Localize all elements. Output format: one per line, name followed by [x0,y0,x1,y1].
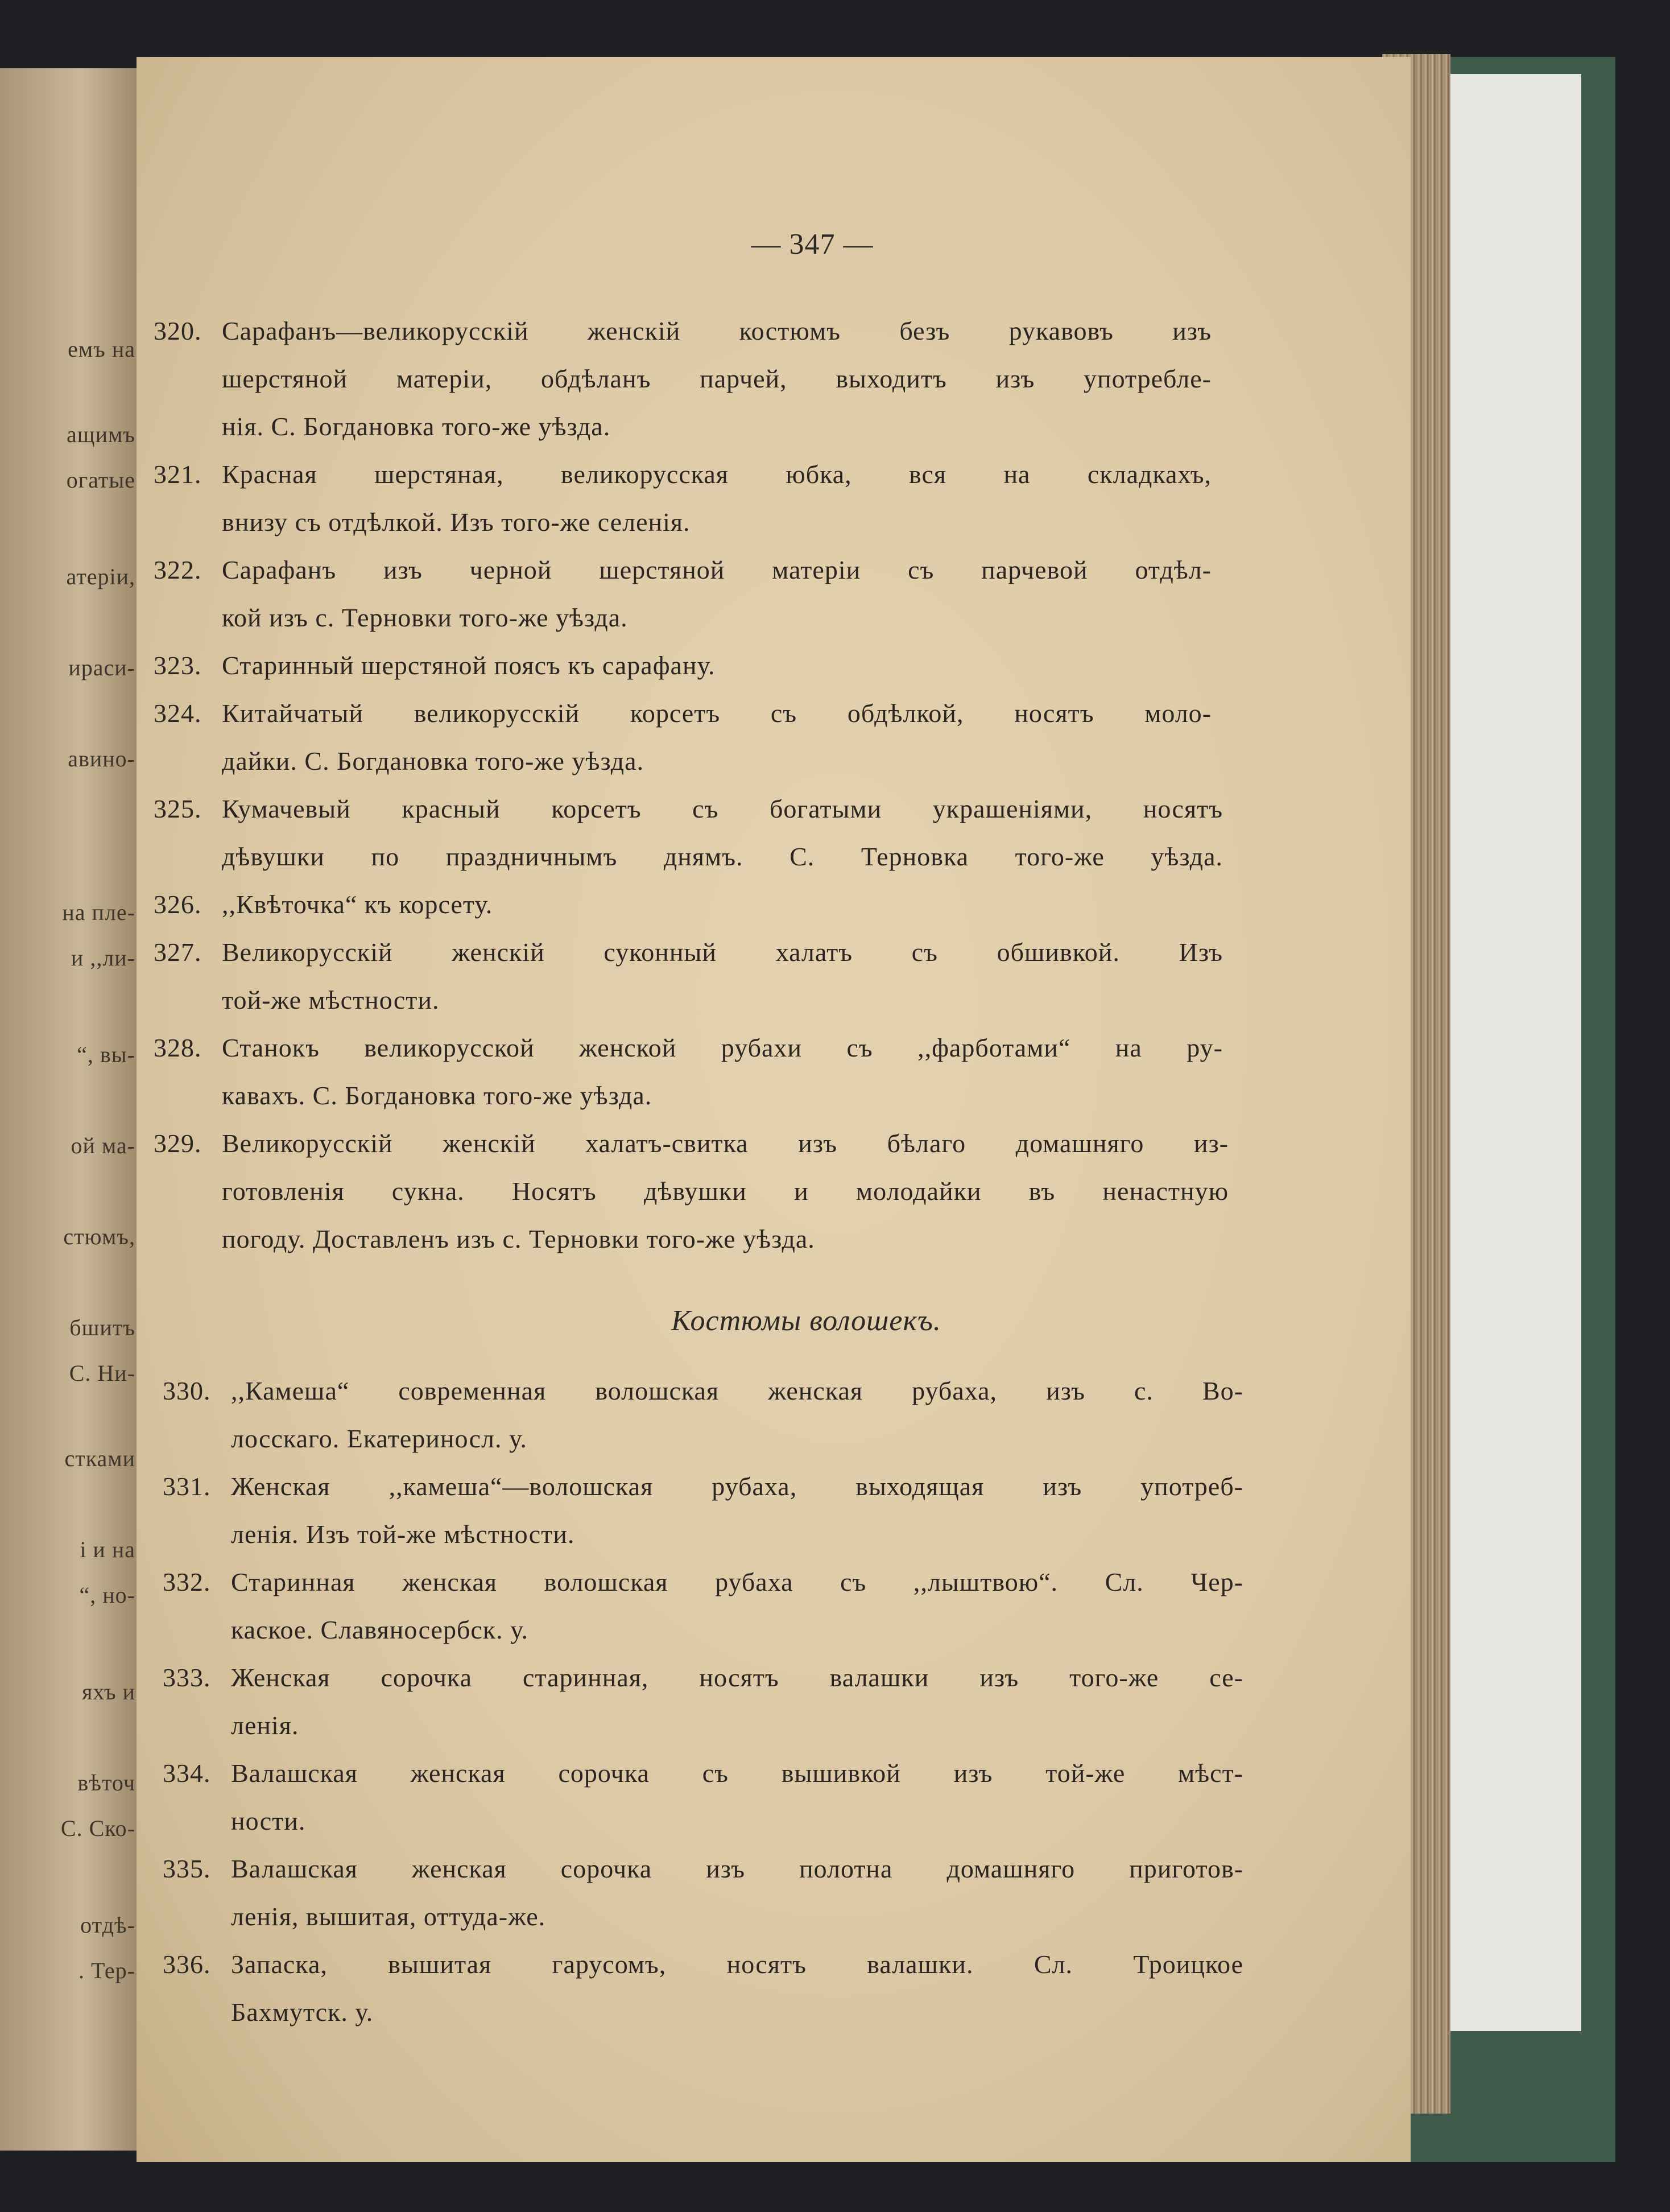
entry-number: 322. [154,555,202,584]
entry-number: 330. [163,1376,211,1405]
entry-line: кой изъ с. Терновки того-же уѣзда. [222,603,628,632]
backing-sheet [1433,74,1581,2031]
left-text-line: “, но- [79,1582,135,1608]
entry-line: ленія, вышитая, оттуда-же. [231,1902,546,1931]
entry-number: 328. [154,1033,202,1062]
entry-line: той-же мѣстности. [222,985,440,1014]
page-number: — 347 — [751,228,874,261]
entry-number: 325. [154,794,202,823]
entry-line: Китайчатый великорусскій корсетъ съ обдѣлкой, носятъ моло- [222,699,1212,728]
entry-line: кавахъ. С. Богдановка того-же уѣзда. [222,1081,652,1110]
entry-line: ленія. Изъ той-же мѣстности. [231,1520,575,1549]
entry-line: каское. Славяносербск. у. [231,1615,529,1644]
entry-number: 333. [163,1663,211,1692]
entry-number: 324. [154,699,202,728]
entry-number: 321. [154,460,202,489]
left-text-line: и ,,ли- [71,945,135,971]
left-text-line: С. Ско- [60,1815,135,1841]
entry-line: Сарафанъ—великорусскій женскій костюмъ безъ рукавовъ изъ [222,316,1212,345]
entry-line: Станокъ великорусской женской рубахи съ ,,фарботами“ на ру- [222,1033,1223,1062]
left-text-line: ираси- [68,655,135,680]
entry-line: готовленія сукна. Носятъ дѣвушки и молодайки въ ненастную [222,1177,1229,1206]
left-text-line: на пле- [62,899,135,925]
entry-line: ности. [231,1806,306,1835]
left-text-line: атеріи, [66,564,135,589]
entry-number: 323. [154,651,202,680]
left-text-line: отдѣ- [80,1912,135,1938]
left-page-fragment [0,68,148,2151]
entry-line: шерстяной матеріи, обдѣланъ парчей, выходитъ изъ употребле- [222,364,1212,393]
left-text-line: і и на [80,1537,135,1562]
entry-line: Женская сорочка старинная, носятъ валашки изъ того-же се- [231,1663,1243,1692]
entry-line: ,,Камеша“ современная волошская женская рубаха, изъ с. Во- [231,1376,1243,1405]
left-text-line: бшитъ [69,1315,135,1340]
left-text-line: стюмъ, [63,1224,135,1249]
left-text-line: ащимъ [67,422,135,447]
entry-line: Старинная женская волошская рубаха съ ,,лыштвою“. Сл. Чер- [231,1567,1243,1596]
entry-line: Бахмутск. у. [231,1998,374,2027]
entry-number: 329. [154,1129,202,1158]
entry-line: лосскаго. Екатериносл. у. [231,1424,527,1453]
entry-number: 327. [154,938,202,967]
entry-number: 336. [163,1950,211,1979]
entry-line: погоду. Доставленъ изъ с. Терновки того-же уѣзда. [222,1224,815,1253]
entry-line: Красная шерстяная, великорусская юбка, вся на складкахъ, [222,460,1212,489]
entry-line: дѣвушки по праздничнымъ днямъ. С. Терновка того-же уѣзда. [222,842,1223,871]
left-text-line: яхъ и [82,1679,135,1705]
entry-number: 331. [163,1472,211,1501]
entry-line: Великорусскій женскій суконный халатъ съ обшивкой. Изъ [222,938,1223,967]
entry-number: 335. [163,1854,211,1883]
entry-line: дайки. С. Богдановка того-же уѣзда. [222,746,644,775]
left-text-line: авино- [68,746,135,771]
entry-line: Женская ,,камеша“—волошская рубаха, выходящая изъ употреб- [231,1472,1243,1501]
entry-line: Кумачевый красный корсетъ съ богатыми украшеніями, носятъ [222,794,1223,823]
entry-number: 332. [163,1567,211,1596]
entry-line: нія. С. Богдановка того-же уѣзда. [222,412,611,441]
entry-number: 334. [163,1759,211,1788]
entry-line: внизу съ отдѣлкой. Изъ того-же селенія. [222,507,691,537]
entry-line: Запаска, вышитая гарусомъ, носятъ валашки. Сл. Троицкое [231,1950,1243,1979]
left-text-line: . Тер- [78,1958,135,1983]
entry-line: Сарафанъ изъ черной шерстяной матеріи съ парчевой отдѣл- [222,555,1212,584]
left-text-line: С. Ни- [69,1360,135,1386]
entry-line: Валашская женская сорочка изъ полотна домашняго приготов- [231,1854,1243,1883]
left-text-line: емъ на [68,336,135,362]
entry-line: Старинный шерстяной поясъ къ сарафану. [222,651,716,680]
entry-number: 320. [154,316,202,345]
left-text-line: ой ма- [71,1133,135,1158]
entry-line: Великорусскій женскій халатъ-свитка изъ бѣлаго домашняго из- [222,1129,1229,1158]
entry-number: 326. [154,890,202,919]
entry-line: ленія. [231,1711,299,1740]
entry-line: Валашская женская сорочка съ вышивкой изъ той-же мѣст- [231,1759,1243,1788]
book-page [137,57,1411,2162]
left-text-line: вѣточ [77,1770,135,1796]
left-text-line: “, вы- [77,1042,135,1067]
entry-line: ,,Квѣточка“ къ корсету. [222,890,493,919]
left-text-line: стками [64,1446,135,1471]
section-heading: Костюмы волошекъ. [671,1305,941,1337]
left-text-line: огатые [66,467,135,493]
